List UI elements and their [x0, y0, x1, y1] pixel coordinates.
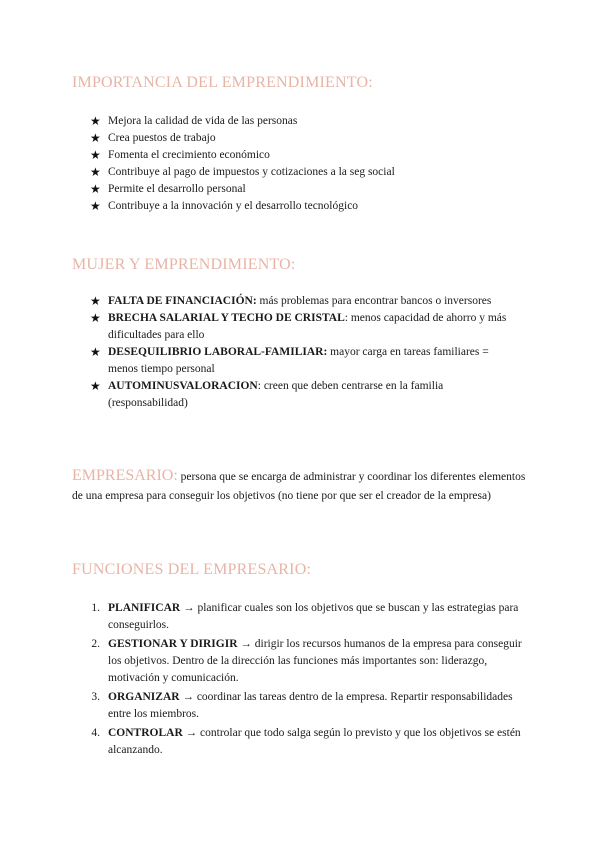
star-icon: ★ [90, 114, 101, 128]
star-icon: ★ [90, 199, 101, 213]
list-item: ★ Mejora la calidad de vida de las personas [90, 114, 298, 128]
list-item: ★ Contribuye a la innovación y el desarrollo tecnológico [90, 199, 359, 213]
list-importancia [90, 113, 510, 215]
list-item: ★ Fomenta el crecimiento económico [90, 148, 270, 162]
heading-mujer: MUJER Y EMPRENDIMIENTO: [72, 256, 296, 273]
list-funciones [90, 600, 530, 761]
star-icon: ★ [90, 294, 101, 308]
star-icon: ★ [90, 148, 101, 162]
item-term: PLANIFICAR [108, 602, 181, 614]
item-term: CONTROLAR [108, 727, 183, 739]
heading-funciones: FUNCIONES DEL EMPRESARIO: [72, 561, 312, 578]
list-item: 4. CONTROLAR → controlar que todo salga según lo previsto y que los objetivos se estén alcanzando. [90, 725, 530, 759]
list-item: 3. ORGANIZAR → coordinar las tareas dentro de la empresa. Repartir responsabilidades entre los miembros. [90, 689, 530, 723]
list-mujer [90, 293, 510, 412]
star-icon: ★ [90, 345, 101, 359]
list-item: ★ AUTOMINUSVALORACION: creen que deben centrarse en la familia (responsabilidad) [90, 379, 444, 409]
item-number: 4. [91, 727, 100, 739]
item-term: BRECHA SALARIAL Y TECHO DE CRISTAL [108, 312, 345, 324]
star-icon: ★ [90, 311, 101, 325]
item-term: DESEQUILIBRIO LABORAL-FAMILIAR: [108, 346, 328, 358]
item-term: GESTIONAR Y DIRIGIR [108, 638, 238, 650]
definition-term: EMPRESARIO: [72, 467, 178, 484]
list-item: ★ BRECHA SALARIAL Y TECHO DE CRISTAL: menos capacidad de ahorro y más dificultades para ello [90, 311, 507, 341]
list-item: ★ Permite el desarrollo personal [90, 182, 246, 196]
item-term: ORGANIZAR [108, 691, 180, 703]
item-number: 2. [91, 638, 100, 650]
item-number: 3. [91, 691, 100, 703]
item-term: AUTOMINUSVALORACION [108, 380, 258, 392]
star-icon: ★ [90, 131, 101, 145]
item-number: 1. [91, 602, 100, 614]
list-item: ★ Contribuye al pago de impuestos y cotizaciones a la seg social [90, 165, 395, 179]
list-item: 2. GESTIONAR Y DIRIGIR → dirigir los recursos humanos de la empresa para conseguir los objetivos. Dentro de la dirección las funciones más importantes son: liderazgo, motivación y comunicación. [90, 636, 530, 687]
list-item: 1. PLANIFICAR → planificar cuales son los objetivos que se buscan y las estrategias para conseguirlos. [90, 600, 530, 634]
item-term: FALTA DE FINANCIACIÓN: [108, 295, 257, 307]
star-icon: ★ [90, 165, 101, 179]
list-item: ★ Crea puestos de trabajo [90, 131, 216, 145]
heading-importancia: IMPORTANCIA DEL EMPRENDIMIENTO: [72, 74, 373, 91]
star-icon: ★ [90, 182, 101, 196]
star-icon: ★ [90, 379, 101, 393]
list-item: ★ FALTA DE FINANCIACIÓN: más problemas para encontrar bancos o inversores [90, 294, 492, 308]
definition-empresario: EMPRESARIO: persona que se encarga de administrar y coordinar los diferentes elementos de una empresa para conseguir los objetivos (no tiene por que ser el creador de la empresa) [72, 467, 526, 502]
list-item: ★ DESEQUILIBRIO LABORAL-FAMILIAR: mayor carga en tareas familiares = menos tiempo personal [90, 345, 489, 375]
